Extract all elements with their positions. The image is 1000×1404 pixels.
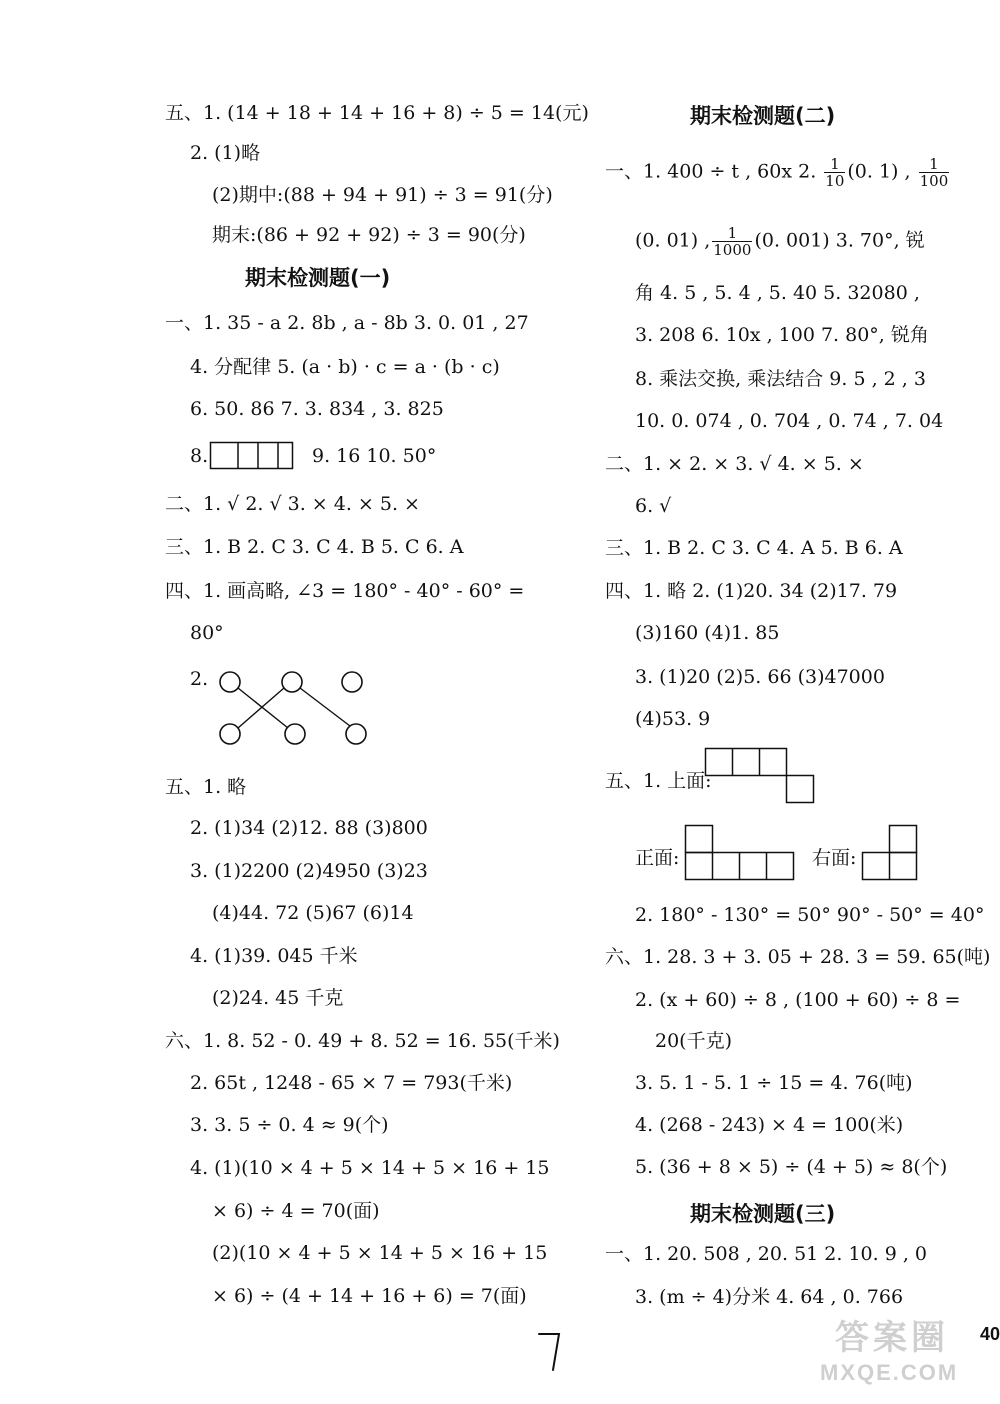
- answer-text: (0. 01) ,: [635, 229, 711, 252]
- answer-line: 五、1. 上面:: [605, 770, 712, 792]
- answer-line: 4. 分配律 5. (a · b) · c = a · (b · c): [190, 356, 500, 378]
- matching-circles-figure: [210, 668, 370, 748]
- answer-line: 二、1. × 2. × 3. √ 4. × 5. ×: [605, 453, 864, 475]
- answer-line: 8.: [190, 445, 209, 467]
- answer-line: × 6) ÷ (4 + 14 + 16 + 6) = 7(面): [212, 1285, 527, 1307]
- fraction: $\frac{1}{10}$: [825, 155, 845, 190]
- answer-line: (2)(10 × 4 + 5 × 14 + 5 × 16 + 15: [212, 1242, 548, 1264]
- handwritten-mark: [535, 1330, 565, 1374]
- answer-line: 2. (1)34 (2)12. 88 (3)800: [190, 817, 428, 839]
- right-view-figure: [862, 825, 922, 883]
- answer-line: (2)24. 45 千克: [212, 987, 344, 1009]
- answer-line: 二、1. √ 2. √ 3. × 4. × 5. ×: [165, 493, 420, 515]
- answer-line: 8. 乘法交换, 乘法结合 9. 5 , 2 , 3: [635, 368, 926, 390]
- answer-line: [605, 156, 951, 189]
- watermark-logo: 答案圈: [835, 1319, 949, 1357]
- answer-line: [635, 225, 925, 258]
- front-view-figure: [684, 825, 798, 883]
- answer-line: 五、1. (14 + 18 + 14 + 16 + 8) ÷ 5 = 14(元): [165, 102, 589, 124]
- answer-line: 2. (1)略: [190, 142, 261, 164]
- answer-line: 四、1. 画高略, ∠3 = 180° - 40° - 60° =: [165, 580, 525, 602]
- section-title: 期末检测题(二): [690, 104, 836, 128]
- answer-line: 4. (268 - 243) × 4 = 100(米): [635, 1114, 904, 1136]
- answer-line: 3. (1)20 (2)5. 66 (3)47000: [635, 666, 885, 688]
- answer-line: 六、1. 8. 52 - 0. 49 + 8. 52 = 16. 55(千米): [165, 1030, 560, 1052]
- answer-text: (0. 001) 3. 70°, 锐: [754, 229, 925, 252]
- answer-line: 4. (1)39. 045 千米: [190, 945, 358, 967]
- answer-line: 右面:: [812, 847, 857, 869]
- answer-line: 4. (1)(10 × 4 + 5 × 14 + 5 × 16 + 15: [190, 1157, 550, 1179]
- answer-line: 角 4. 5 , 5. 4 , 5. 40 5. 32080 ,: [635, 282, 920, 304]
- answer-line: 5. (36 + 8 × 5) ÷ (4 + 5) ≈ 8(个): [635, 1156, 948, 1178]
- answer-line: 3. (m ÷ 4)分米 4. 64 , 0. 766: [635, 1286, 904, 1308]
- answer-line: 2. 180° - 130° = 50° 90° - 50° = 40°: [635, 904, 985, 926]
- answer-line: 2. 65t , 1248 - 65 × 7 = 793(千米): [190, 1072, 513, 1094]
- answer-line: 四、1. 略 2. (1)20. 34 (2)17. 79: [605, 580, 898, 602]
- answer-line: 80°: [190, 622, 224, 644]
- page-number: 40: [980, 1324, 1000, 1344]
- answer-line: (3)160 (4)1. 85: [635, 622, 780, 644]
- answer-line: 六、1. 28. 3 + 3. 05 + 28. 3 = 59. 65(吨): [605, 946, 991, 968]
- answer-line: 五、1. 略: [165, 776, 247, 798]
- answer-line: 3. 208 6. 10x , 100 7. 80°, 锐角: [635, 324, 929, 346]
- answer-line: 三、1. B 2. C 3. C 4. A 5. B 6. A: [605, 537, 903, 559]
- answer-line: 三、1. B 2. C 3. C 4. B 5. C 6. A: [165, 536, 464, 558]
- answer-line: (2)期中:(88 + 94 + 91) ÷ 3 = 91(分): [212, 184, 553, 206]
- answer-line: 3. 5. 1 - 5. 1 ÷ 15 = 4. 76(吨): [635, 1072, 913, 1094]
- answer-line: 一、1. 20. 508 , 20. 51 2. 10. 9 , 0: [605, 1243, 927, 1265]
- answer-line: 3. 3. 5 ÷ 0. 4 ≈ 9(个): [190, 1114, 389, 1136]
- answer-text: (0. 1) ,: [847, 160, 911, 183]
- answer-line: (4)44. 72 (5)67 (6)14: [212, 902, 414, 924]
- answer-line: 正面:: [635, 847, 680, 869]
- answer-line: 6. 50. 86 7. 3. 834 , 3. 825: [190, 398, 444, 420]
- watermark-url: MXQE.COM: [820, 1360, 959, 1385]
- answer-line: 6. √: [635, 495, 672, 517]
- answer-line: × 6) ÷ 4 = 70(面): [212, 1200, 380, 1222]
- answer-text: 一、1. 400 ÷ t , 60x 2.: [605, 160, 817, 183]
- answer-line: 2. (x + 60) ÷ 8 , (100 + 60) ÷ 8 =: [635, 989, 961, 1011]
- answer-line: 20(千克): [655, 1030, 733, 1052]
- answer-line: 一、1. 35 - a 2. 8b , a - 8b 3. 0. 01 , 27: [165, 312, 529, 334]
- fraction: $\frac{1}{1000}$: [713, 224, 752, 259]
- top-view-figure: [705, 748, 817, 806]
- answer-line: (4)53. 9: [635, 708, 711, 730]
- answer-line: 10. 0. 074 , 0. 704 , 0. 74 , 7. 04: [635, 410, 944, 432]
- answer-line: 9. 16 10. 50°: [312, 445, 437, 467]
- section-title: 期末检测题(一): [245, 266, 391, 290]
- fraction: $\frac{1}{100}$: [919, 155, 949, 190]
- box-strip-figure: [210, 442, 294, 470]
- answer-line: 期末:(86 + 92 + 92) ÷ 3 = 90(分): [212, 224, 526, 246]
- section-title: 期末检测题(三): [690, 1202, 836, 1226]
- answer-line: 2.: [190, 668, 209, 690]
- answer-line: 3. (1)2200 (2)4950 (3)23: [190, 860, 428, 882]
